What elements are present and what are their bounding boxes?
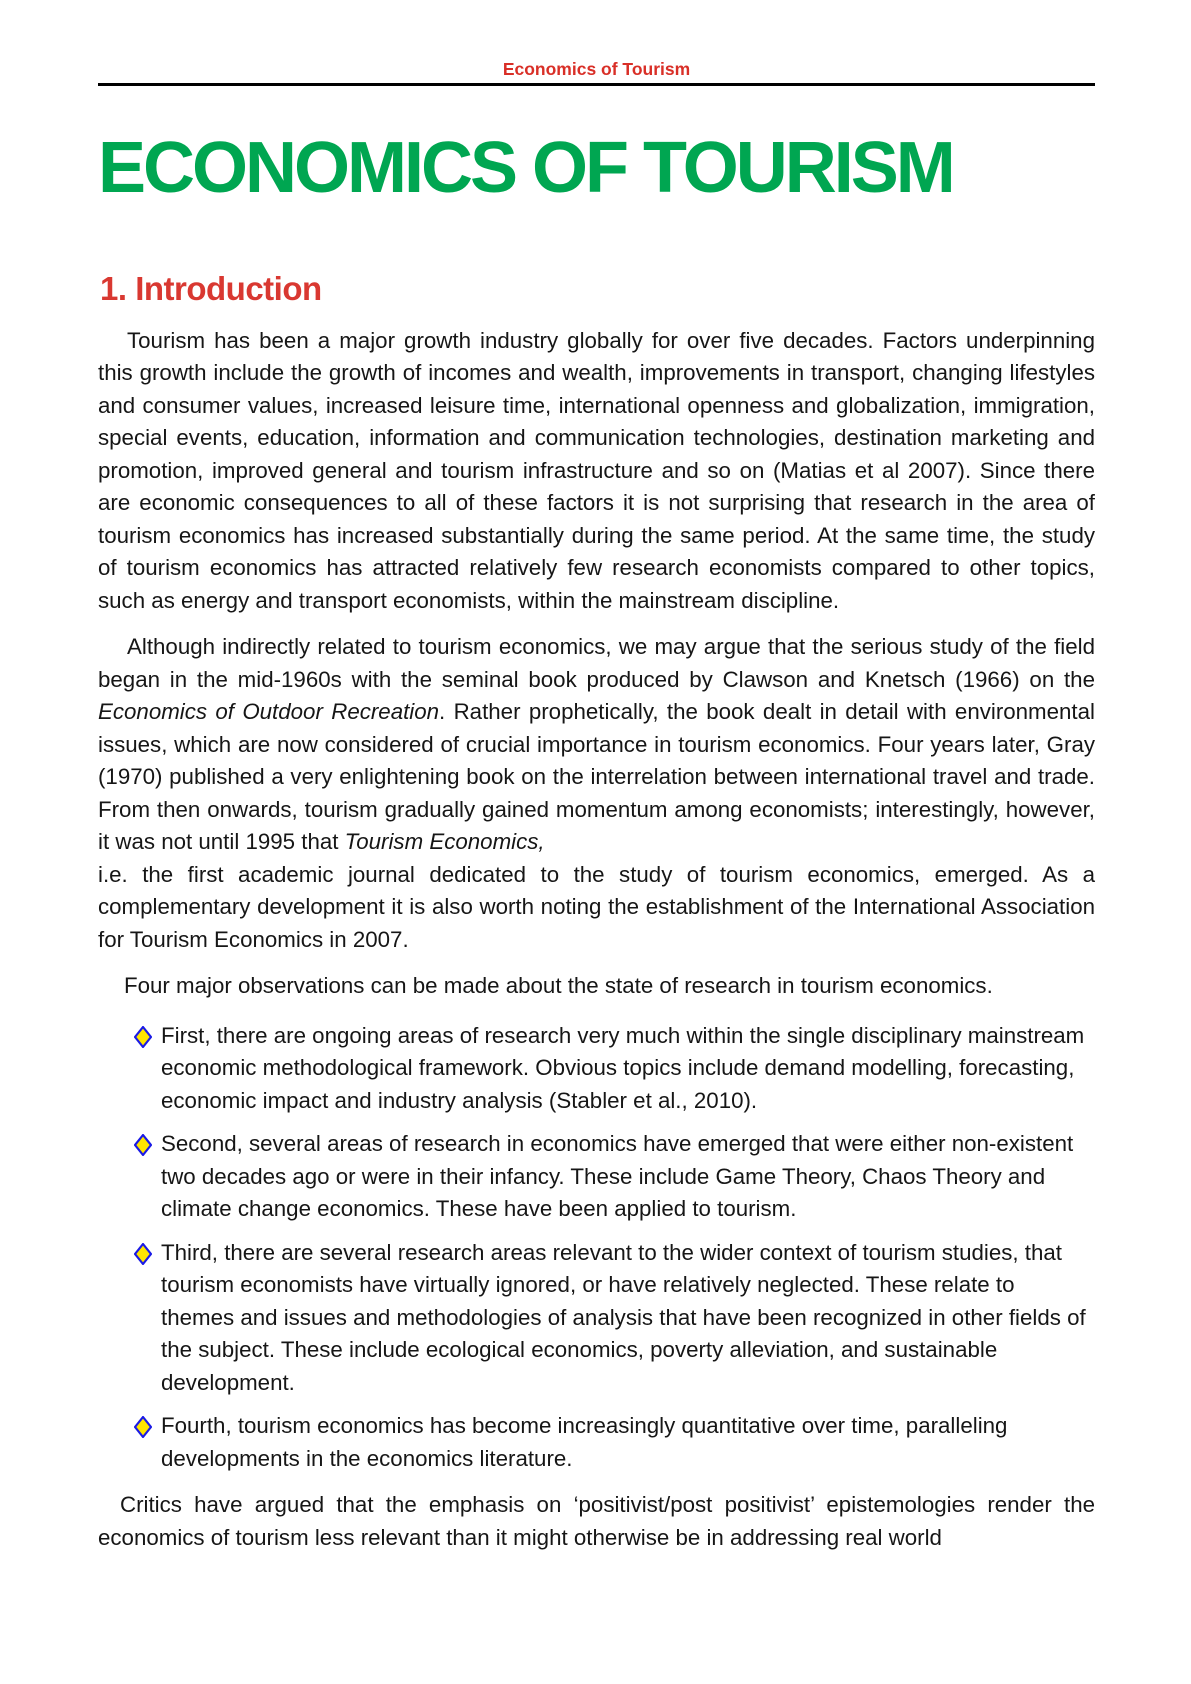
- body-text: Critics have argued that the emphasis on ‘positivist/post positivist’ epistemologies render the economics of tourism less relevant than it might otherwise be in addressing real world: [98, 1492, 1095, 1550]
- body-text: Four major observations can be made about the state of research in tourism economics.: [124, 973, 993, 999]
- observations-list: [98, 1020, 1095, 1476]
- body-text: Although indirectly related to tourism economics, we may argue that the serious study of the field began in the mid-1960s with the seminal book produced by Clawson and Knetsch (1966) on the: [98, 634, 1095, 692]
- italic-text: Economics of Outdoor Recreation: [98, 699, 440, 725]
- body-text: Tourism has been a major growth industry globally for over five decades. Factors underpinning this growth include the growth of incomes and wealth, improvements in transport, changing lifestyles and consumer values, increased leisure time, international openness and globalization, immigration, special events, education, information and communication technologies, destination marketing and promotion, improved general and tourism infrastructure and so on (Matias et al 2007). Since there are economic consequences to all of these factors it is not surprising that research in the area of tourism economics has increased substantially during the same period. At the same time, the study of tourism economics has attracted relatively few research economists compared to other topics, such as energy and transport economists, within the mainstream discipline.: [98, 327, 1095, 613]
- list-item-text: Fourth, tourism economics has become increasingly quantitative over time, paralleling developments in the economics literature.: [161, 1413, 1008, 1471]
- list-item-text: Third, there are several research areas relevant to the wider context of tourism studies, that tourism economists have virtually ignored, or have relatively neglected. These relate to themes and issues and methodologies of analysis that have been recognized in other fields of the subject. These include ecological economics, poverty alleviation, and sustainable development.: [161, 1239, 1086, 1395]
- body-text: . Rather prophetically, the book dealt in detail with environmental issues, which are now considered of crucial importance in tourism economics. Four years later, Gray (1970) published a very enlightening book on the interrelation between international travel and trade. From then onwards, tourism gradually gained momentum among economists; interestingly, however, it was not until 1995 that: [98, 699, 1095, 855]
- list-item: [134, 1128, 1095, 1226]
- list-item-text: First, there are ongoing areas of research very much within the single disciplinary mainstream economic methodological framework. Obvious topics include demand modelling, forecasting, economic impact and industry analysis (Stabler et al., 2010).: [161, 1022, 1085, 1113]
- diamond-bullet-icon: [134, 1133, 152, 1166]
- section-heading-introduction: 1. Introduction: [100, 269, 322, 307]
- diamond-bullet-icon: [134, 1415, 152, 1448]
- diamond-bullet-icon: [134, 1242, 152, 1275]
- header-rule: [98, 83, 1095, 86]
- diamond-bullet-icon: [134, 1025, 152, 1058]
- paragraph-four-observations-intro: [98, 970, 1095, 1003]
- list-item-text: Second, several areas of research in economics have emerged that were either non-existent two decades ago or were in their infancy. These include Game Theory, Chaos Theory and climate change economics. These have been applied to tourism.: [161, 1131, 1074, 1222]
- document-title: ECONOMICS OF TOURISM: [98, 128, 953, 208]
- paragraph-growth-factors: [98, 325, 1095, 618]
- paragraph-history-of-field: [98, 631, 1095, 956]
- italic-text: Tourism Economics,: [344, 829, 545, 855]
- running-header: Economics of Tourism: [502, 59, 691, 79]
- paragraph-critics: [98, 1489, 1095, 1554]
- list-item: [134, 1020, 1095, 1118]
- body-text: i.e. the first academic journal dedicated to the study of tourism economics, emerged. As a complementary development it is also worth noting the establishment of the International Association for Tourism Economics in 2007.: [98, 861, 1095, 952]
- list-item: [134, 1237, 1095, 1400]
- list-item: [134, 1410, 1095, 1475]
